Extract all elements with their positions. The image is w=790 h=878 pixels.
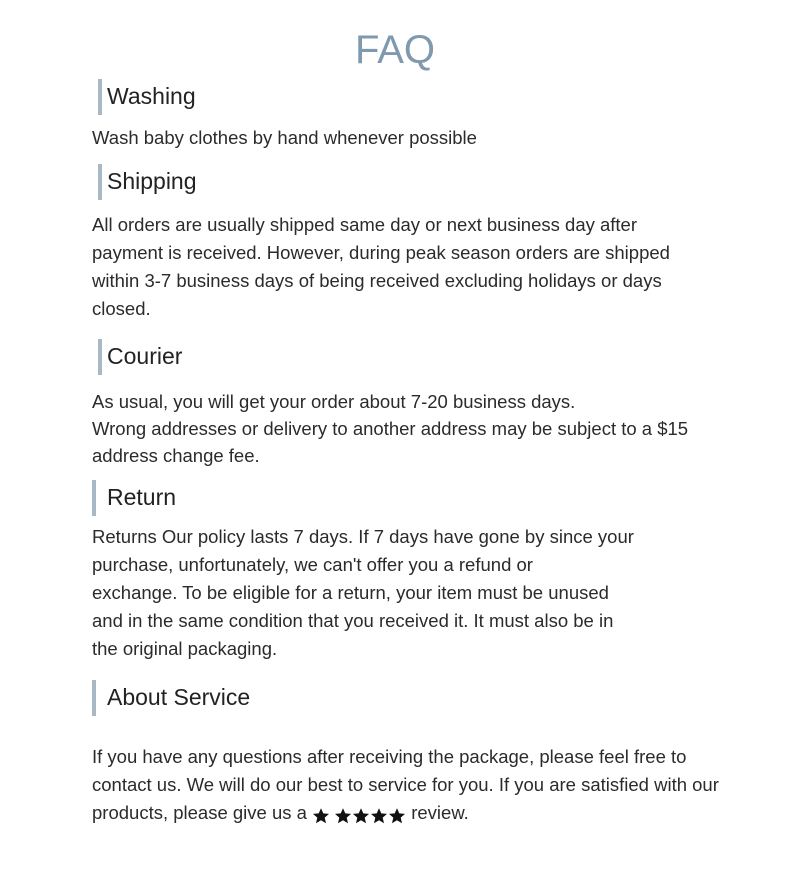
star-icon: [388, 807, 406, 825]
rating-stars: [312, 801, 406, 829]
text-line: All orders are usually shipped same day or next business day after: [92, 214, 638, 235]
section-heading-courier: Courier: [92, 339, 182, 373]
text-line: purchase, unfortunately, we can't offer you a refund or: [92, 554, 533, 575]
page-title: FAQ: [354, 28, 436, 72]
star-icon: [312, 807, 330, 825]
section-text-return: [92, 523, 634, 663]
section-heading-return: Return: [92, 480, 176, 514]
section-heading-shipping: Shipping: [92, 164, 197, 198]
text-line-rating: [92, 799, 719, 829]
star-icon: [352, 807, 370, 825]
section-text-courier: [92, 388, 688, 469]
text-line: the original packaging.: [92, 638, 278, 659]
star-icon: [370, 807, 388, 825]
text-line: As usual, you will get your order about 7-20 business days.: [92, 391, 576, 412]
section-heading-washing: Washing: [92, 79, 196, 113]
rating-text-after: review.: [411, 802, 469, 823]
text-line: closed.: [92, 298, 151, 319]
section-text-about-service: [92, 743, 719, 829]
text-line: and in the same condition that you received it. It must also be in: [92, 610, 614, 631]
section-text-shipping: [92, 211, 670, 323]
text-line: Wash baby clothes by hand whenever possible: [92, 127, 477, 148]
section-heading-about-service: About Service: [92, 680, 250, 714]
text-line: payment is received. However, during peak season orders are shipped: [92, 242, 670, 263]
section-text-washing: [92, 124, 477, 152]
star-icon: [334, 807, 352, 825]
text-line: Wrong addresses or delivery to another address may be subject to a $15: [92, 418, 689, 439]
text-line: exchange. To be eligible for a return, your item must be unused: [92, 582, 609, 603]
rating-text-before: products, please give us a: [92, 802, 307, 823]
text-line: Returns Our policy lasts 7 days. If 7 days have gone by since your: [92, 526, 634, 547]
text-line: within 3-7 business days of being received excluding holidays or days: [92, 270, 662, 291]
text-line: address change fee.: [92, 445, 260, 466]
text-line: contact us. We will do our best to service for you. If you are satisfied with our: [92, 774, 719, 795]
text-line: If you have any questions after receiving the package, please feel free to: [92, 746, 687, 767]
